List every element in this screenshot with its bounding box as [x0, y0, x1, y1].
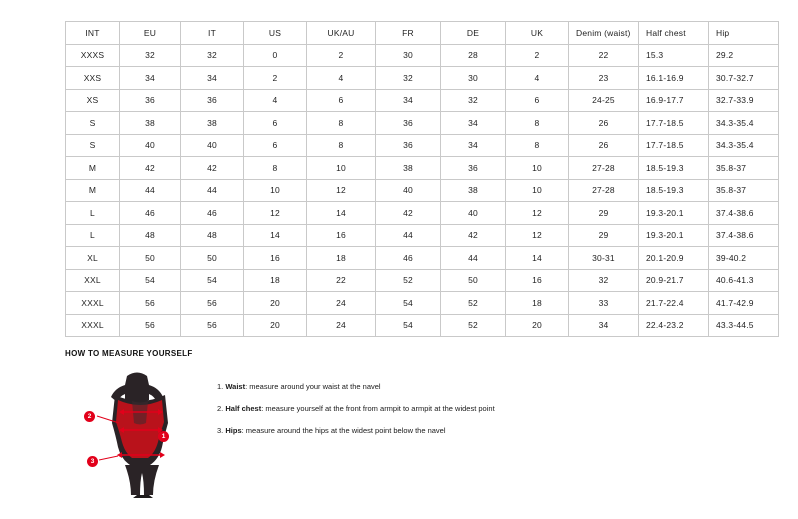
- table-cell: 8: [307, 112, 376, 135]
- table-cell: XXXS: [66, 44, 120, 67]
- measure-note-text: : measure around the hips at the widest point below the navel: [241, 426, 446, 435]
- table-row: [66, 157, 779, 180]
- table-cell: 38: [441, 179, 506, 202]
- table-cell: M: [66, 157, 120, 180]
- table-row: [66, 44, 779, 67]
- table-cell: 44: [441, 247, 506, 270]
- table-cell: 10: [307, 157, 376, 180]
- how-to-measure-section: [65, 349, 765, 498]
- table-cell: 44: [181, 179, 244, 202]
- table-cell: 44: [376, 224, 441, 247]
- table-cell: 6: [506, 89, 569, 112]
- measure-note: [217, 404, 495, 413]
- table-cell: 14: [307, 202, 376, 225]
- table-cell: 24: [307, 314, 376, 337]
- column-header: DE: [441, 22, 506, 45]
- table-cell: 56: [181, 314, 244, 337]
- table-row: [66, 179, 779, 202]
- table-row: [66, 202, 779, 225]
- table-cell: 40: [441, 202, 506, 225]
- measure-note-index: 3.: [217, 426, 224, 435]
- table-cell: 4: [506, 67, 569, 90]
- size-chart-container: [65, 21, 754, 337]
- table-row: [66, 292, 779, 315]
- table-cell: 32: [181, 44, 244, 67]
- measure-note-text: : measure around your waist at the navel: [245, 382, 381, 391]
- table-cell: 30.7-32.7: [709, 67, 779, 90]
- table-cell: 26: [569, 134, 639, 157]
- table-cell: 34: [376, 89, 441, 112]
- table-cell: 42: [120, 157, 181, 180]
- table-cell: 24: [307, 292, 376, 315]
- table-header: [66, 22, 779, 45]
- table-row: [66, 247, 779, 270]
- table-cell: 34.3-35.4: [709, 112, 779, 135]
- table-cell: 20: [244, 292, 307, 315]
- size-chart-table: [65, 21, 779, 337]
- table-cell: 46: [120, 202, 181, 225]
- table-cell: 6: [307, 89, 376, 112]
- table-row: [66, 89, 779, 112]
- measure-notes-list: [217, 368, 495, 448]
- table-cell: 27-28: [569, 179, 639, 202]
- table-cell: 36: [441, 157, 506, 180]
- table-cell: 6: [244, 134, 307, 157]
- table-cell: 17.7-18.5: [639, 134, 709, 157]
- column-header: UK: [506, 22, 569, 45]
- table-cell: 20.9-21.7: [639, 269, 709, 292]
- measure-note: [217, 382, 495, 391]
- column-header: Half chest: [639, 22, 709, 45]
- table-cell: XXL: [66, 269, 120, 292]
- table-cell: 12: [244, 202, 307, 225]
- table-cell: 2: [244, 67, 307, 90]
- table-cell: 39-40.2: [709, 247, 779, 270]
- table-cell: 46: [181, 202, 244, 225]
- measure-note: [217, 426, 495, 435]
- measure-note-term: Waist: [225, 382, 246, 391]
- measure-note-text: : measure yourself at the front from armpit to armpit at the widest point: [261, 404, 495, 413]
- table-cell: 16: [307, 224, 376, 247]
- table-cell: 29: [569, 224, 639, 247]
- table-cell: 16.1-16.9: [639, 67, 709, 90]
- table-cell: 19.3-20.1: [639, 224, 709, 247]
- table-cell: 4: [244, 89, 307, 112]
- table-cell: 21.7-22.4: [639, 292, 709, 315]
- table-cell: 20: [244, 314, 307, 337]
- table-cell: 23: [569, 67, 639, 90]
- table-cell: 8: [506, 112, 569, 135]
- table-cell: 43.3-44.5: [709, 314, 779, 337]
- table-cell: 54: [181, 269, 244, 292]
- table-cell: 34.3-35.4: [709, 134, 779, 157]
- table-cell: 41.7-42.9: [709, 292, 779, 315]
- table-cell: 50: [441, 269, 506, 292]
- table-cell: 4: [307, 67, 376, 90]
- table-cell: 36: [120, 89, 181, 112]
- table-cell: 17.7-18.5: [639, 112, 709, 135]
- table-cell: 32.7-33.9: [709, 89, 779, 112]
- table-cell: 40: [181, 134, 244, 157]
- table-row: [66, 269, 779, 292]
- table-cell: 32: [569, 269, 639, 292]
- table-cell: 48: [120, 224, 181, 247]
- table-cell: 12: [506, 224, 569, 247]
- measure-note-term: Hips: [225, 426, 242, 435]
- column-header: FR: [376, 22, 441, 45]
- table-cell: 38: [181, 112, 244, 135]
- table-cell: 35.8-37: [709, 179, 779, 202]
- table-row: [66, 112, 779, 135]
- table-cell: 52: [441, 292, 506, 315]
- table-cell: 34: [441, 112, 506, 135]
- table-cell: 40.6-41.3: [709, 269, 779, 292]
- column-header: US: [244, 22, 307, 45]
- table-cell: 36: [376, 134, 441, 157]
- marker-1: 1: [158, 431, 169, 442]
- measure-note-index: 1.: [217, 382, 224, 391]
- column-header: INT: [66, 22, 120, 45]
- table-cell: 0: [244, 44, 307, 67]
- column-header: UK/AU: [307, 22, 376, 45]
- table-cell: 2: [307, 44, 376, 67]
- table-body: [66, 44, 779, 337]
- table-cell: 10: [506, 157, 569, 180]
- table-cell: 22: [307, 269, 376, 292]
- table-cell: 10: [244, 179, 307, 202]
- table-cell: 56: [120, 292, 181, 315]
- table-cell: 12: [506, 202, 569, 225]
- column-header: EU: [120, 22, 181, 45]
- table-cell: 26: [569, 112, 639, 135]
- table-cell: 22: [569, 44, 639, 67]
- table-cell: 32: [120, 44, 181, 67]
- table-cell: 34: [441, 134, 506, 157]
- table-cell: 44: [120, 179, 181, 202]
- table-cell: XXXL: [66, 314, 120, 337]
- table-cell: 35.8-37: [709, 157, 779, 180]
- table-cell: 19.3-20.1: [639, 202, 709, 225]
- table-cell: XXXL: [66, 292, 120, 315]
- table-cell: 18: [244, 269, 307, 292]
- table-cell: 40: [120, 134, 181, 157]
- table-cell: 15.3: [639, 44, 709, 67]
- table-cell: XXS: [66, 67, 120, 90]
- table-cell: XS: [66, 89, 120, 112]
- column-header: IT: [181, 22, 244, 45]
- table-row: [66, 134, 779, 157]
- column-header: Denim (waist): [569, 22, 639, 45]
- table-cell: 28: [441, 44, 506, 67]
- table-cell: 12: [307, 179, 376, 202]
- table-cell: 34: [569, 314, 639, 337]
- measure-note-term: Half chest: [225, 404, 262, 413]
- table-cell: 33: [569, 292, 639, 315]
- table-cell: 40: [376, 179, 441, 202]
- table-cell: 46: [376, 247, 441, 270]
- table-cell: 34: [181, 67, 244, 90]
- table-cell: 18: [506, 292, 569, 315]
- table-cell: 20: [506, 314, 569, 337]
- table-cell: 32: [441, 89, 506, 112]
- table-cell: 37.4-38.6: [709, 224, 779, 247]
- table-cell: 30-31: [569, 247, 639, 270]
- table-cell: 8: [307, 134, 376, 157]
- table-cell: 2: [506, 44, 569, 67]
- table-cell: 30: [441, 67, 506, 90]
- table-cell: 50: [181, 247, 244, 270]
- table-cell: 54: [376, 314, 441, 337]
- table-cell: S: [66, 134, 120, 157]
- table-row: [66, 67, 779, 90]
- table-cell: 18.5-19.3: [639, 179, 709, 202]
- table-cell: 29: [569, 202, 639, 225]
- table-cell: 34: [120, 67, 181, 90]
- table-cell: 22.4-23.2: [639, 314, 709, 337]
- table-cell: L: [66, 224, 120, 247]
- table-cell: 37.4-38.6: [709, 202, 779, 225]
- table-cell: 36: [181, 89, 244, 112]
- table-cell: 50: [120, 247, 181, 270]
- table-cell: 56: [181, 292, 244, 315]
- table-cell: 54: [120, 269, 181, 292]
- mannequin-figure-icon: [85, 368, 195, 498]
- table-cell: XL: [66, 247, 120, 270]
- table-cell: 36: [376, 112, 441, 135]
- table-cell: 8: [506, 134, 569, 157]
- table-cell: 56: [120, 314, 181, 337]
- table-cell: 29.2: [709, 44, 779, 67]
- table-cell: M: [66, 179, 120, 202]
- table-cell: 10: [506, 179, 569, 202]
- table-cell: 52: [376, 269, 441, 292]
- table-cell: 42: [181, 157, 244, 180]
- table-cell: 48: [181, 224, 244, 247]
- table-cell: 32: [376, 67, 441, 90]
- table-cell: L: [66, 202, 120, 225]
- table-cell: 42: [441, 224, 506, 247]
- table-header-row: [66, 22, 779, 45]
- mannequin-illustration: [85, 368, 195, 498]
- table-cell: 38: [376, 157, 441, 180]
- table-cell: 30: [376, 44, 441, 67]
- table-cell: 14: [244, 224, 307, 247]
- marker-3: 3: [87, 456, 98, 467]
- marker-2: 2: [84, 411, 95, 422]
- how-to-measure-body: [65, 368, 765, 498]
- table-cell: 16: [244, 247, 307, 270]
- how-to-measure-title: HOW TO MEASURE YOURSELF: [65, 349, 193, 358]
- table-cell: 27-28: [569, 157, 639, 180]
- table-cell: 16: [506, 269, 569, 292]
- table-cell: 16.9-17.7: [639, 89, 709, 112]
- measure-note-index: 2.: [217, 404, 224, 413]
- table-cell: 18.5-19.3: [639, 157, 709, 180]
- table-cell: 8: [244, 157, 307, 180]
- table-cell: 6: [244, 112, 307, 135]
- column-header: Hip: [709, 22, 779, 45]
- table-cell: 42: [376, 202, 441, 225]
- table-cell: S: [66, 112, 120, 135]
- table-cell: 54: [376, 292, 441, 315]
- table-cell: 14: [506, 247, 569, 270]
- table-cell: 20.1-20.9: [639, 247, 709, 270]
- table-row: [66, 224, 779, 247]
- table-cell: 24-25: [569, 89, 639, 112]
- table-row: [66, 314, 779, 337]
- table-cell: 18: [307, 247, 376, 270]
- table-cell: 52: [441, 314, 506, 337]
- table-cell: 38: [120, 112, 181, 135]
